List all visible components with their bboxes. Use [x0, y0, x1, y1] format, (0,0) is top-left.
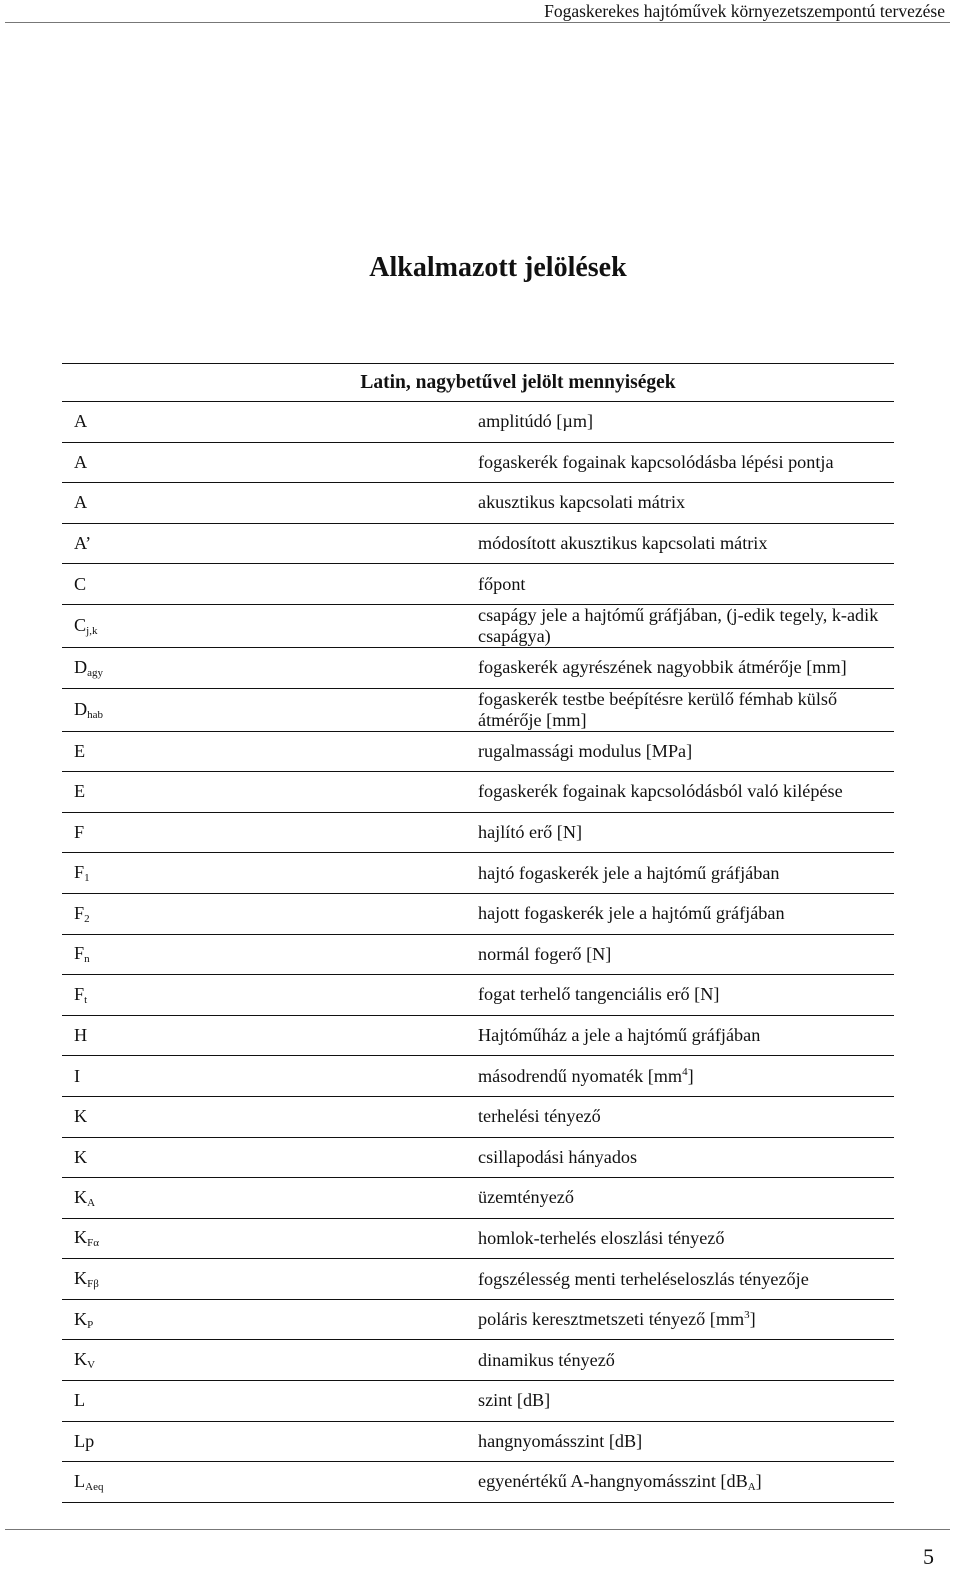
- table-row: [62, 1299, 894, 1340]
- table-row: [62, 523, 894, 564]
- description-text: dinamikus tényező: [478, 1349, 615, 1370]
- table-row: [62, 564, 894, 605]
- description-suffix: ]: [749, 1309, 756, 1330]
- description-cell: [478, 1218, 894, 1259]
- table-row: [62, 934, 894, 975]
- section-heading: Latin, nagybetűvel jelölt mennyiségek: [62, 364, 894, 402]
- symbol-letter: C: [74, 573, 87, 594]
- description-cell: [478, 975, 894, 1016]
- table-row: [62, 442, 894, 483]
- symbol-letter: K: [74, 1146, 88, 1167]
- symbol-letter: L: [74, 1471, 86, 1492]
- symbol-subscript: A: [87, 1196, 96, 1209]
- symbol-cell: [62, 853, 478, 894]
- symbol-subscript: Fα: [87, 1237, 100, 1250]
- symbol-letter: A: [74, 492, 88, 513]
- description-cell: [478, 1096, 894, 1137]
- description-text: másodrendű nyomaték [mm: [478, 1065, 683, 1086]
- description-text: rugalmassági modulus [MPa]: [478, 740, 693, 761]
- symbol-cell: [62, 1381, 478, 1422]
- description-text: csapágy jele a hajtómű gráfjában, (j-edik tegely, k-adik csapágya): [478, 604, 879, 646]
- symbol-letter: A: [74, 451, 88, 472]
- symbol-letter: L: [74, 1390, 86, 1411]
- symbol-letter: K: [74, 1268, 88, 1289]
- table-row: [62, 647, 894, 688]
- description-cell: [478, 1178, 894, 1219]
- symbol-subscript: V: [87, 1359, 96, 1372]
- symbol-cell: [62, 402, 478, 443]
- symbol-cell: [62, 483, 478, 524]
- symbol-letter: F: [74, 983, 85, 1004]
- table-row: [62, 772, 894, 813]
- description-text: hangnyomásszint [dB]: [478, 1430, 643, 1451]
- symbol-subscript: j,k: [86, 624, 98, 637]
- table-row: [62, 483, 894, 524]
- symbol-letter: K: [74, 1186, 88, 1207]
- description-cell: [478, 523, 894, 564]
- description-text: amplitúdó [µm]: [478, 411, 594, 432]
- description-cell: [478, 934, 894, 975]
- description-text: fogaskerék fogainak kapcsolódásból való kilépése: [478, 781, 843, 802]
- symbol-cell: [62, 1340, 478, 1381]
- description-text: akusztikus kapcsolati mátrix: [478, 492, 686, 513]
- symbol-cell: [62, 812, 478, 853]
- table-row: [62, 1259, 894, 1300]
- description-text: Hajtóműház a jele a hajtómű gráfjában: [478, 1025, 761, 1046]
- symbol-subscript: Aeq: [85, 1481, 104, 1494]
- description-cell: [478, 1056, 894, 1097]
- symbol-letter: E: [74, 740, 86, 761]
- description-cell: [478, 1381, 894, 1422]
- description-cell: [478, 442, 894, 483]
- symbol-letter: K: [74, 1349, 88, 1370]
- page-number: 5: [923, 1544, 934, 1569]
- description-cell: [478, 564, 894, 605]
- symbol-cell: [62, 1015, 478, 1056]
- symbol-cell: [62, 1137, 478, 1178]
- symbol-letter: I: [74, 1065, 81, 1086]
- description-text: hajlító erő [N]: [478, 822, 583, 843]
- table-row: [62, 1381, 894, 1422]
- description-text: fogaskerék fogainak kapcsolódásba lépési pontja: [478, 451, 834, 472]
- table-row: [62, 731, 894, 772]
- table-row: [62, 853, 894, 894]
- page-title: Alkalmazott jelölések: [369, 252, 627, 283]
- table-row: [62, 1462, 894, 1503]
- table-row: [62, 604, 894, 647]
- header-rule: [5, 22, 950, 23]
- description-cell: [478, 604, 894, 647]
- table-row: [62, 688, 894, 731]
- description-cell: [478, 688, 894, 731]
- description-text: normál fogerő [N]: [478, 943, 612, 964]
- symbol-letter: D: [74, 656, 88, 677]
- symbol-subscript: t: [84, 993, 88, 1006]
- symbol-cell: [62, 523, 478, 564]
- description-text: fogaskerék agyrészének nagyobbik átmérője [mm]: [478, 657, 847, 678]
- table-row: [62, 1137, 894, 1178]
- symbol-letter: H: [74, 1025, 88, 1046]
- symbol-cell: [62, 442, 478, 483]
- description-text: módosított akusztikus kapcsolati mátrix: [478, 533, 768, 554]
- description-cell: [478, 483, 894, 524]
- symbol-cell: [62, 1462, 478, 1503]
- unit-subscript: A: [747, 1481, 756, 1494]
- symbol-cell: [62, 1096, 478, 1137]
- symbol-letter: F: [74, 822, 85, 843]
- description-cell: [478, 647, 894, 688]
- symbol-cell: [62, 772, 478, 813]
- symbol-subscript: agy: [87, 666, 104, 679]
- symbol-rows: [62, 402, 894, 1503]
- symbol-cell: [62, 934, 478, 975]
- symbol-subscript: P: [87, 1318, 94, 1331]
- symbol-letter: D: [74, 698, 88, 719]
- table-row: [62, 1056, 894, 1097]
- symbol-letter: A’: [74, 533, 92, 554]
- description-cell: [478, 1015, 894, 1056]
- description-text: fogat terhelő tangenciális erő [N]: [478, 984, 720, 1005]
- symbol-subscript: hab: [87, 708, 104, 721]
- description-text: hajtó fogaskerék jele a hajtómű gráfjában: [478, 862, 780, 883]
- symbol-subscript: 1: [84, 872, 90, 885]
- description-text: egyenértékű A-hangnyomásszint [dB: [478, 1471, 748, 1492]
- symbol-letter: K: [74, 1308, 88, 1329]
- symbol-letter: F: [74, 943, 85, 964]
- description-cell: [478, 893, 894, 934]
- symbol-cell: [62, 1259, 478, 1300]
- symbol-subscript: 2: [84, 912, 90, 925]
- symbol-cell: [62, 731, 478, 772]
- symbol-letter: F: [74, 862, 85, 883]
- description-cell: [478, 1299, 894, 1340]
- description-text: fogaskerék testbe beépítésre kerülő fémhab külső átmérője [mm]: [478, 688, 838, 730]
- table-row: [62, 812, 894, 853]
- description-cell: [478, 1259, 894, 1300]
- symbol-subscript: Fβ: [87, 1278, 99, 1291]
- description-cell: [478, 402, 894, 443]
- table-row: [62, 975, 894, 1016]
- symbol-table: [62, 363, 894, 1503]
- description-cell: [478, 772, 894, 813]
- description-text: terhelési tényező: [478, 1106, 601, 1127]
- symbol-cell: [62, 647, 478, 688]
- symbol-cell: [62, 1299, 478, 1340]
- symbol-letter: K: [74, 1106, 88, 1127]
- description-text: szint [dB]: [478, 1390, 551, 1411]
- unit-superscript: 3: [744, 1309, 750, 1322]
- symbol-cell: [62, 1056, 478, 1097]
- unit-superscript: 4: [682, 1065, 688, 1078]
- running-header: Fogaskerekes hajtóművek környezetszempontú tervezése: [544, 1, 945, 21]
- symbol-cell: [62, 564, 478, 605]
- table-row: [62, 1421, 894, 1462]
- symbol-letter: C: [74, 614, 87, 635]
- symbol-cell: [62, 1218, 478, 1259]
- symbol-subscript: n: [84, 953, 90, 966]
- symbol-cell: [62, 1421, 478, 1462]
- description-text: poláris keresztmetszeti tényező [mm: [478, 1309, 745, 1330]
- symbol-cell: [62, 688, 478, 731]
- description-cell: [478, 1462, 894, 1503]
- symbol-letter: A: [74, 411, 88, 432]
- symbol-letter: F: [74, 902, 85, 923]
- description-cell: [478, 731, 894, 772]
- description-suffix: ]: [755, 1471, 762, 1492]
- symbol-letter: K: [74, 1227, 88, 1248]
- table-row: [62, 1218, 894, 1259]
- description-text: fogszélesség menti terheléseloszlás tényezője: [478, 1268, 809, 1289]
- description-text: üzemtényező: [478, 1187, 574, 1208]
- description-cell: [478, 812, 894, 853]
- description-cell: [478, 853, 894, 894]
- symbol-cell: [62, 975, 478, 1016]
- description-cell: [478, 1137, 894, 1178]
- table-row: [62, 402, 894, 443]
- section-heading-row: [62, 364, 894, 402]
- symbol-letter: Lp: [74, 1430, 95, 1451]
- description-cell: [478, 1340, 894, 1381]
- symbol-cell: [62, 604, 478, 647]
- description-text: hajott fogaskerék jele a hajtómű gráfjában: [478, 903, 785, 924]
- symbol-cell: [62, 1178, 478, 1219]
- table-row: [62, 893, 894, 934]
- description-text: főpont: [478, 573, 526, 594]
- symbol-letter: E: [74, 781, 86, 802]
- description-cell: [478, 1421, 894, 1462]
- description-text: homlok-terhelés eloszlási tényező: [478, 1227, 725, 1248]
- table-row: [62, 1015, 894, 1056]
- footer-rule: [5, 1529, 950, 1530]
- symbol-cell: [62, 893, 478, 934]
- description-text: csillapodási hányados: [478, 1146, 638, 1167]
- table-row: [62, 1340, 894, 1381]
- table-row: [62, 1096, 894, 1137]
- table-row: [62, 1178, 894, 1219]
- description-suffix: ]: [687, 1065, 694, 1086]
